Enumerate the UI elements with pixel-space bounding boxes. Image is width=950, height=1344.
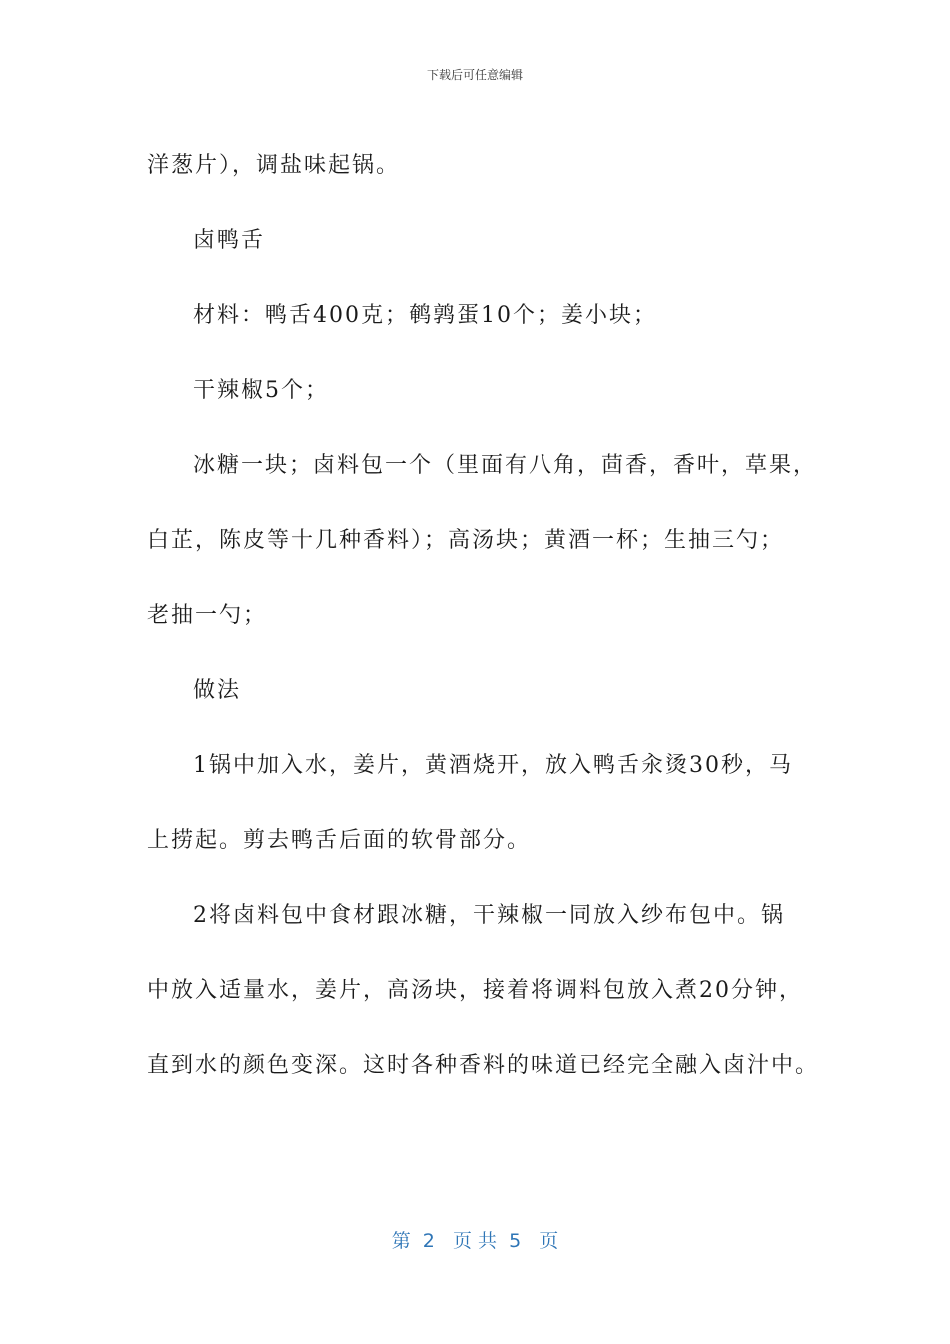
body-line: 冰糖一块；卤料包一个（里面有八角，茴香，香叶，草果，: [193, 453, 818, 478]
body-line: 老抽一勺；: [147, 603, 268, 628]
body-line: 洋葱片），调盐味起锅。: [147, 153, 401, 178]
document-body: [147, 128, 820, 1103]
body-line: 1锅中加入水，姜片，黄酒烧开，放入鸭舌汆烫30秒，马: [193, 753, 793, 778]
page-footer: 第 2 页 共 5 页: [391, 1230, 559, 1252]
body-line: 干辣椒5个；: [193, 378, 329, 403]
page-header: 下载后可任意编辑: [426, 68, 523, 82]
body-line: 2将卤料包中食材跟冰糖，干辣椒一同放入纱布包中。锅: [193, 903, 785, 928]
section-heading: 卤鸭舌: [193, 228, 266, 253]
body-line: 白芷，陈皮等十几种香料）；高汤块；黄酒一杯；生抽三勺；: [147, 528, 785, 553]
body-line: 上捞起。剪去鸭舌后面的软骨部分。: [147, 828, 532, 853]
section-heading: 做法: [193, 678, 242, 703]
body-line: 材料：鸭舌400克；鹌鹑蛋10个；姜小块；: [193, 303, 657, 328]
body-line: 中放入适量水，姜片，高汤块，接着将调料包放入煮20分钟，: [147, 978, 803, 1003]
body-line: 直到水的颜色变深。这时各种香料的味道已经完全融入卤汁中。: [147, 1053, 820, 1078]
